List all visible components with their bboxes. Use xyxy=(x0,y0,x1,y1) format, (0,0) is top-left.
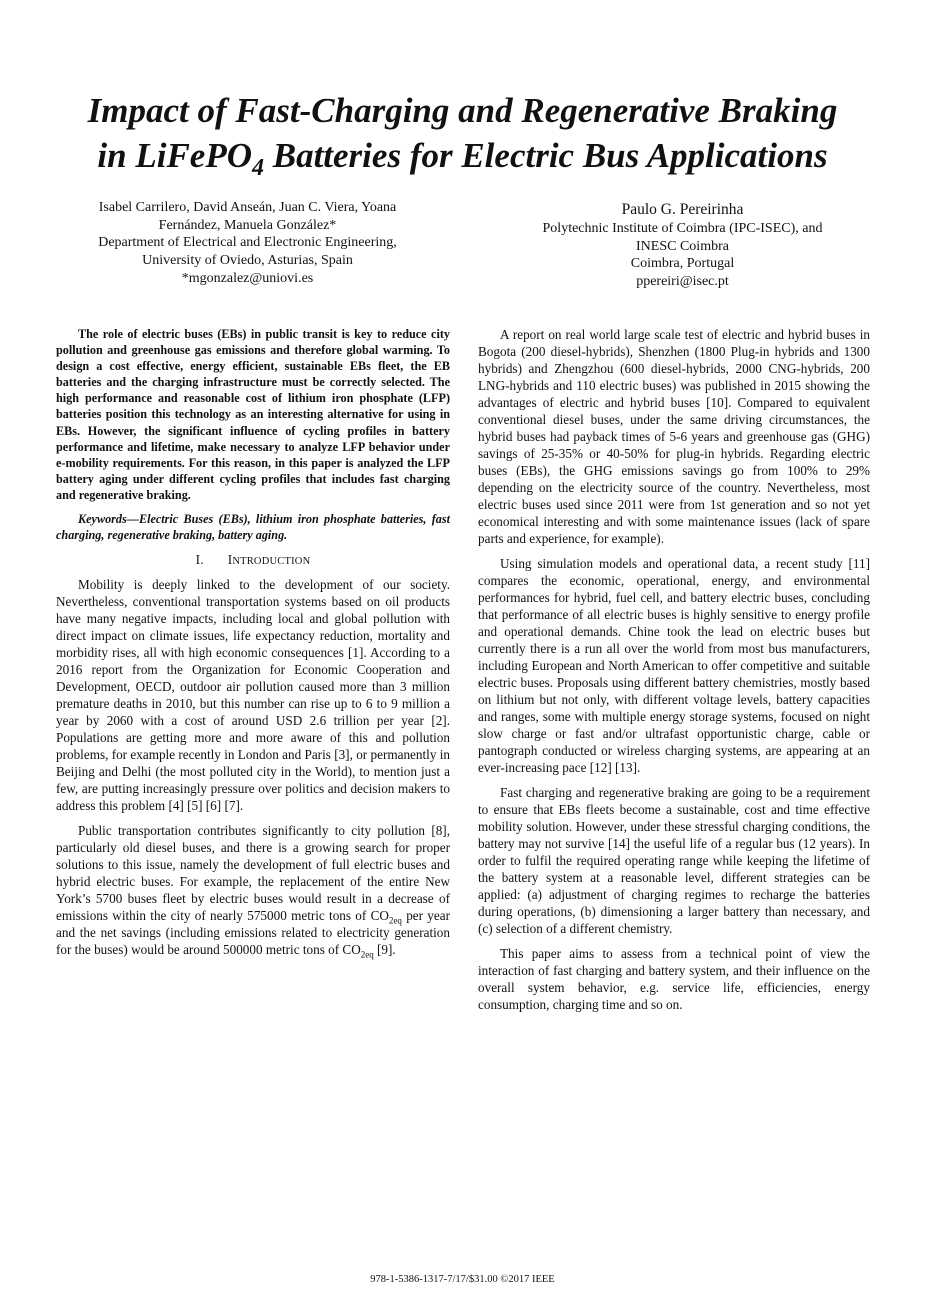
author-email-right: ppereiri@isec.pt xyxy=(636,274,729,290)
author-email-left: *mgonzalez@uniovi.es xyxy=(181,270,314,286)
co2eq-subscript-1: 2eq xyxy=(388,915,402,926)
paper-title xyxy=(40,88,885,181)
author-name-right: Paulo G. Pereirinha xyxy=(621,201,744,218)
author-block-left xyxy=(60,199,435,288)
co2eq-subscript-2: 2eq xyxy=(360,949,374,960)
title-line-2-prefix: in LiFePO xyxy=(97,136,252,175)
intro-paragraph-5: Fast charging and regenerative braking are going to be a requirement to ensure that EBs fleets become a sustainable, cost and time effective mobility solution. However, under these stressful charging conditions, the battery may not survive [14] the useful life of a regular bus (12 years). In order to fulfil the required operating range while keeping the lifetime of the battery system at a reasonable level, different strategies can be applied: (a) adjustment of charging regimes to recharge the batteries during operations, (b) dimensioning a larger battery than necessary, and (c) selection of a different chemistry. xyxy=(478,785,870,936)
abstract: The role of electric buses (EBs) in public transit is key to reduce city pollution and greenhouse gas emissions and therefore global warming. To design a cost effective, energy efficient, sustainable EBs fleet, the EB batteries and the charging infrastructure must be correctly selected. The high performance and reasonable cost of lithium iron phosphate (LFP) batteries position this technology as an interesting alternative for using in EBs. However, the significant influence of cycling profiles in battery performance and lifetime, make necessary to analyze LFP behavior under e-mobility requirements. For this reason, in this paper is analyzed the LFP battery aging under different cycling profiles that includes fast charging and regenerative braking. xyxy=(56,327,450,502)
section-title-initial: I xyxy=(227,552,233,568)
title-line-2 xyxy=(97,136,828,181)
title-subscript: 4 xyxy=(251,155,264,181)
author-department: Department of Electrical and Electronic Engineering, xyxy=(98,235,397,251)
intro-paragraph-4: Using simulation models and operational data, a recent study [11] compares the economic, operational, energy, and environmental performances for hybrid, fuel cell, and battery electric buses, concluding that performance of all electric buses is highly sensitive to energy profile and operational demands. Chine took the lead on electric buses but currently there is a run all over the world from most bus manufacturers, including European and North American to offer competitive and suitable electric buses. Proposals using different battery chemistries, mostly based on lithium but not only, with different voltage levels, battery capacities and ranges, some with multiple energy storage systems, focused on night slow charge or fast and/or ultrafast opportunistic charge, cable or pantograph conducted or wireless charging systems, are appearing at an ever-increasing pace [12] [13]. xyxy=(478,556,870,775)
section-number: I. xyxy=(195,552,204,568)
author-names-line-2: Fernández, Manuela González* xyxy=(158,217,337,233)
left-column xyxy=(56,326,450,966)
author-block-right xyxy=(485,200,880,291)
author-affiliation-line-1: Polytechnic Institute of Coimbra (IPC-ISEC), and xyxy=(542,221,823,236)
author-affiliation-line-2: INESC Coimbra xyxy=(636,238,729,254)
author-names-line-1: Isabel Carrilero, David Anseán, Juan C. Viera, Yoana xyxy=(98,200,397,215)
author-university: University of Oviedo, Asturias, Spain xyxy=(142,253,353,269)
section-heading-introduction xyxy=(56,551,450,570)
intro-paragraph-2-part-a: Public transportation contributes significantly to city pollution [8], particularly old diesel buses, and there is a growing search for proper solutions to this issue, namely the development of full electric buses and hybrid electric buses. For example, the replacement of the entire New York’s 5700 buses fleet by electric buses would result in a decrease of emissions within the city of nearly 575000 metric tons of CO xyxy=(56,823,450,924)
right-column xyxy=(478,326,870,1021)
intro-paragraph-2-part-c: [9]. xyxy=(373,942,396,958)
title-line-2-suffix: Batteries for Electric Bus Applications xyxy=(263,136,828,175)
intro-paragraph-2 xyxy=(56,822,450,958)
intro-paragraph-2-part-b: per year and the net savings (including emissions related to electricity generation for the buses) would be around 500000 metric tons of CO xyxy=(56,908,450,958)
intro-paragraph-3: A report on real world large scale test of electric and hybrid buses in Bogota (200 diesel-hybrids), Shenzhen (1800 Plug-in hybrids and 1300 hybrids) and Zhengzhou (600 diesel-hybrids, 2000 CNG-hybrids, 200 LNG-hybrids and 110 electric buses) was published in 2015 showing the advantages of electric and hybrid buses [10]. Compared to equivalent conventional diesel buses, under the same driving circumstances, the hybrid buses had payback times of 5-6 years and greenhouse gas (GHG) savings of 25-35% or 40-50% for plug-in hybrids. Regarding electric buses (EBs), the GHG emissions savings go from 100% to 29% depending on the electricity source of the country. Nevertheless, most electric buses used since 2011 were from 1st generation and so not yet economical interesting and with some maintenance issues (lack of spare parts and experience, for example). xyxy=(478,327,870,546)
title-line-1: Impact of Fast-Charging and Regenerative Braking xyxy=(87,91,838,130)
section-title-rest: NTRODUCTION xyxy=(232,556,311,568)
intro-paragraph-1: Mobility is deeply linked to the development of our society. Nevertheless, conventional transportation systems based on oil products have many negative impacts, including local and global pollution with direct impact on climate issues, life expectancy reduction, mortality and morbidity rises, all with high economic consequences [1]. According to a 2016 report from the Organization for Economic Cooperation and Development, OECD, outdoor air pollution caused more than 3 million premature deaths in 2010, but this number can rise up to 6 to 9 million a year by 2060 with a cost of around USD 2.6 trillion per year [2]. Populations are getting more and more aware of this and pollution problems, for example recently in London and Paris [3], or permanently in Beijing and Delhi (the most polluted city in the World), to mention just a few, are putting increasingly pressure over politics and decision makers to address this problem [4] [5] [6] [7]. xyxy=(56,577,450,814)
author-location: Coimbra, Portugal xyxy=(630,256,735,272)
intro-paragraph-6: This paper aims to assess from a technical point of view the interaction of fast charging and battery system, and their influence on the overall system behavior, e.g. service life, efficiencies, energy consumption, charging time and so on. xyxy=(478,946,870,1012)
copyright-footer: 978-1-5386-1317-7/17/$31.00 ©2017 IEEE xyxy=(370,1274,555,1285)
keywords: Keywords—Electric Buses (EBs), lithium iron phosphate batteries, fast charging, regenerative braking, battery aging. xyxy=(56,512,450,543)
